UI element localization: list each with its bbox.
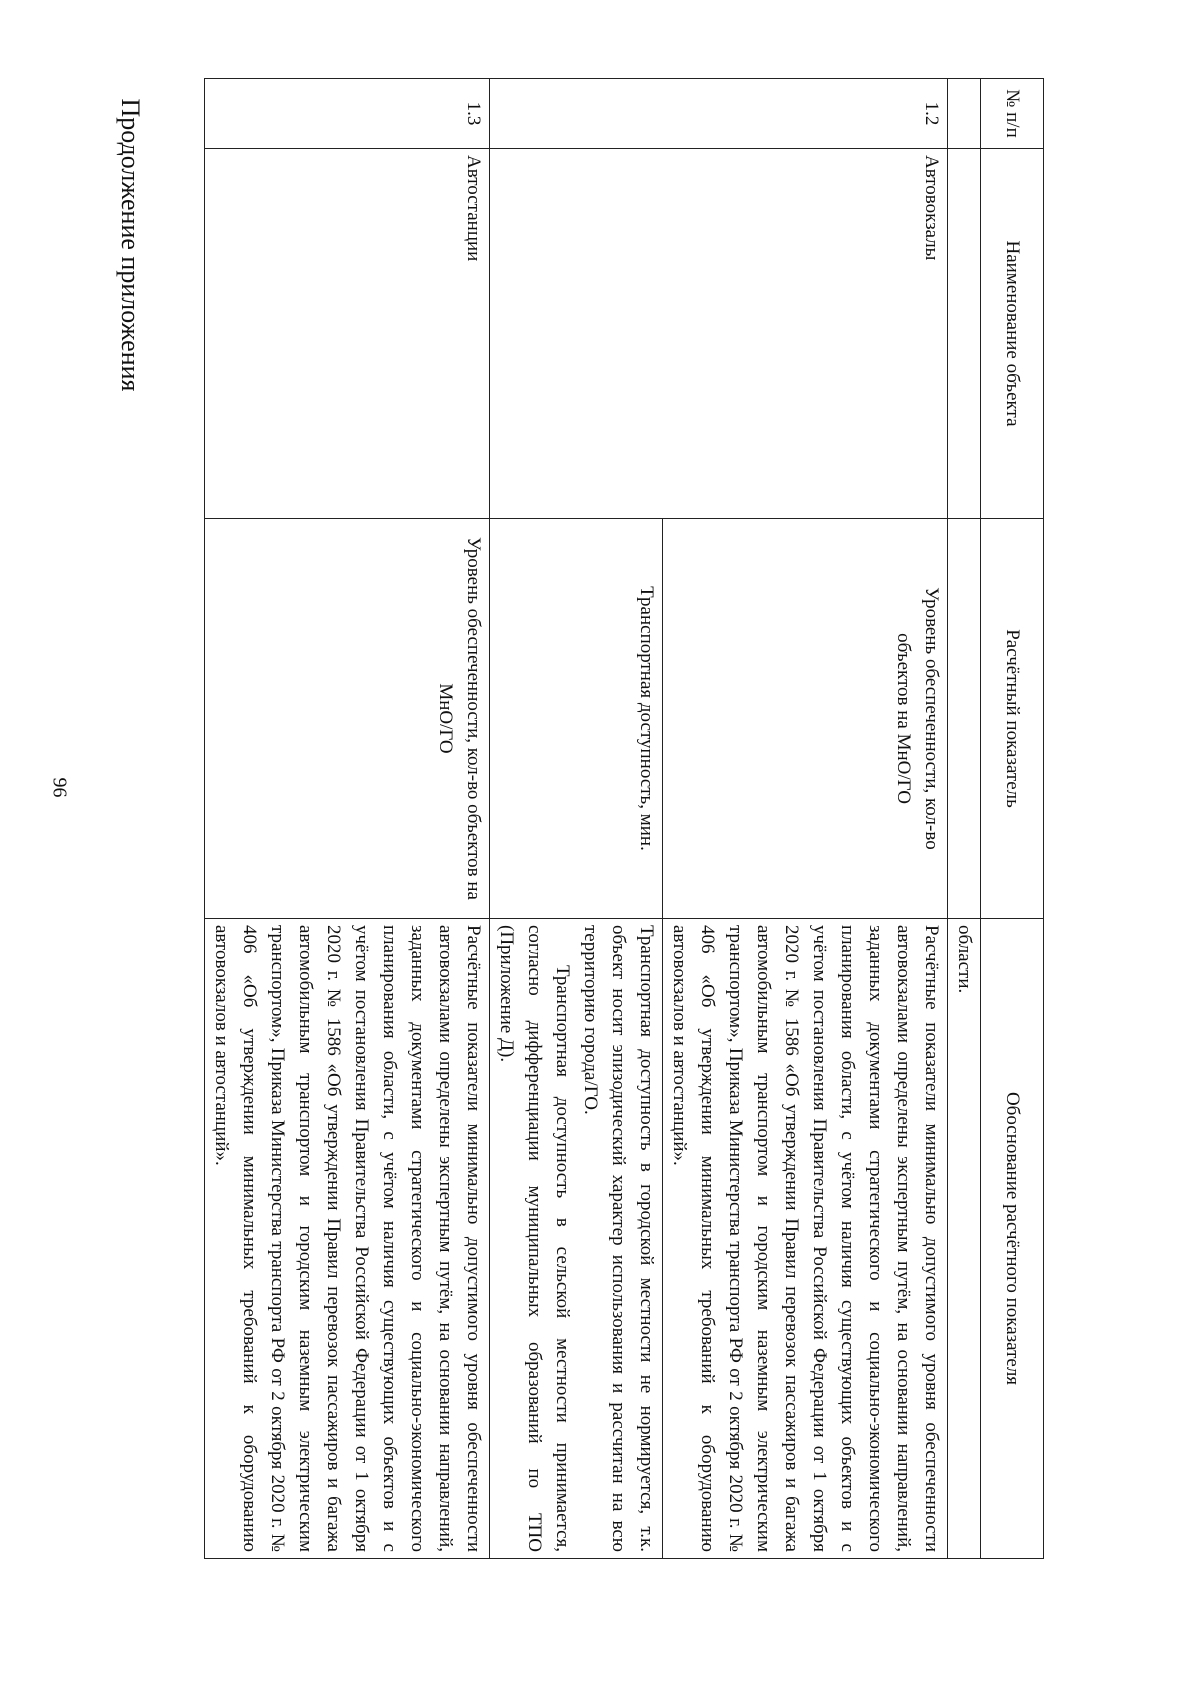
carry-over-num [948, 79, 981, 149]
continuation-caption: Продолжение приложения [116, 98, 145, 392]
carry-over-text: области. [948, 919, 981, 1559]
header-indicator: Расчётный показатель [981, 519, 1044, 919]
justification-paragraph: Транспортная доступность в городской местности не нормируется, т.к. объект носит эпизодический характер использования и рассчитан на всю территорию города/ГО. [580, 925, 657, 1552]
carry-over-object [948, 149, 981, 519]
justification-paragraph: Транспортная доступность в сельской местности принимается, согласно дифференциации муниципальных образований по ТПО (Приложение Д). [496, 925, 573, 1552]
page-number: 96 [48, 777, 71, 798]
justification-cell: Расчётные показатели минимально допустимого уровня обеспеченности автовокзалами определены экспертным путём, на основании направлений, заданных документами стратегического и социально-экономического планирования области, с учётом наличия существующих объектов и с учётом постановления Правительства Российской Федерации от 1 октября 2020 г. № 1586 «Об утверждении Правил перевозок пассажиров и багажа автомобильным транспортом и городским наземным электрическим транспортом», Приказа Министерства транспорта РФ от 2 октября 2020 г. № 406 «Об утверждении минимальных требований к оборудованию автовокзалов и автостанций». [663, 919, 948, 1559]
table-row [663, 79, 948, 1559]
object-name: Автостанции [205, 149, 490, 519]
appendix-table [204, 78, 1044, 1559]
indicator-cell: Уровень обеспеченности, кол-во объектов на МнО/ГО [663, 519, 948, 919]
table-row [205, 79, 490, 1559]
carry-over-indicator [948, 519, 981, 919]
justification-cell: Расчётные показатели минимально допустимого уровня обеспеченности автовокзалами определены экспертным путём, на основании направлений, заданных документами стратегического и социально-экономического планирования области, с учётом наличия существующих объектов и с учётом постановления Правительства Российской Федерации от 1 октября 2020 г. № 1586 «Об утверждении Правил перевозок пассажиров и багажа автомобильным транспортом и городским наземным электрическим транспортом», Приказа Министерства транспорта РФ от 2 октября 2020 г. № 406 «Об утверждении минимальных требований к оборудованию автовокзалов и автостанций». [205, 919, 490, 1559]
carry-over-row [948, 79, 981, 1559]
header-justification: Обоснование расчётного показателя [981, 919, 1044, 1559]
object-name: Автовокзалы [490, 149, 948, 519]
header-object: Наименование объекта [981, 149, 1044, 519]
indicator-cell: Уровень обеспеченности, кол-во объектов на МнО/ГО [205, 519, 490, 919]
header-row [981, 79, 1044, 1559]
row-number: 1.3 [205, 79, 490, 149]
row-number: 1.2 [490, 79, 948, 149]
justification-cell [490, 919, 663, 1559]
header-num: № п/п [981, 79, 1044, 149]
rotated-table-wrapper [114, 78, 1044, 1558]
indicator-cell: Транспортная доступность, мин. [490, 519, 663, 919]
